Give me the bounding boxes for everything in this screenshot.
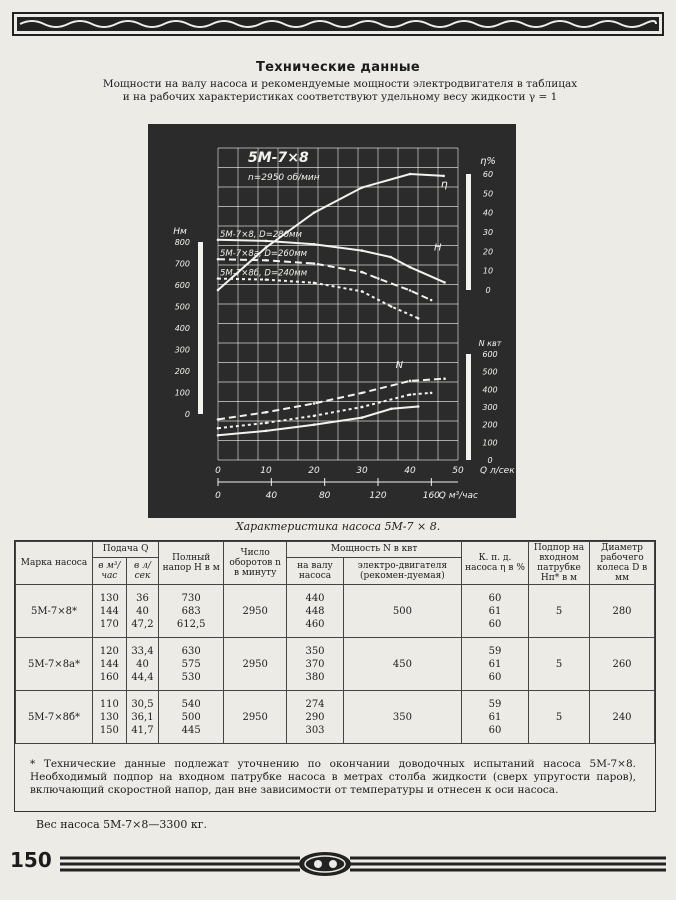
- efficiency-curve-label: η: [440, 177, 448, 191]
- cell-l-value: 40: [136, 658, 149, 670]
- x-axis-tick-label: 30: [356, 466, 368, 476]
- cell-npsh: 5: [529, 691, 590, 744]
- x2-axis-tick-label: 0: [215, 491, 221, 501]
- series-point: [265, 422, 268, 425]
- series-point: [430, 392, 433, 395]
- cell-l-value: 41,7: [131, 724, 154, 736]
- power-axis-tick-label: 0: [487, 456, 493, 465]
- page-number: 150: [10, 848, 52, 872]
- series-point: [409, 393, 412, 396]
- series-point: [265, 430, 268, 433]
- power-axis-tick-label: 600: [482, 350, 498, 359]
- x-axis-tick-label: 20: [308, 466, 320, 476]
- cell-m3-value: 130: [99, 711, 119, 723]
- col-flow-l: в л/сек: [126, 557, 158, 584]
- pump-weight-note: Вес насоса 5М-7⨯8—3300 кг.: [36, 818, 207, 831]
- series-point: [361, 406, 364, 409]
- power-axis-tick-label: 300: [482, 403, 498, 412]
- cell-m3-value: 160: [99, 671, 119, 683]
- efficiency-axis-tick-label: 10: [482, 266, 494, 276]
- series-point: [409, 289, 412, 292]
- head-axis-label: Нм: [173, 227, 187, 237]
- cell-m3-value: 110: [99, 698, 119, 710]
- head-axis-tick-label: 100: [174, 388, 190, 398]
- head-axis-tick-label: 600: [174, 281, 190, 290]
- head-axis-tick-label: 400: [174, 324, 190, 333]
- series-point: [217, 289, 220, 292]
- series-point: [217, 434, 220, 437]
- series-point: [217, 427, 220, 430]
- series-point: [217, 258, 220, 261]
- table-row: [16, 585, 655, 638]
- power-axis-scale: [466, 354, 471, 460]
- col-head: Полный напор H в м: [159, 542, 224, 585]
- efficiency-axis-tick-label: 60: [482, 170, 494, 179]
- cell-m3: [93, 638, 127, 691]
- cell-m3-value: 144: [99, 658, 119, 670]
- cell-head-value: 730: [181, 592, 201, 604]
- series-point: [265, 411, 268, 414]
- series-label: 5М-7×8а, D=260мм: [220, 249, 308, 260]
- cell-npsh: 5: [529, 585, 590, 638]
- x-axis-tick-label: 10: [260, 466, 272, 476]
- efficiency-axis-tick-label: 50: [482, 189, 494, 199]
- cell-eff-value: 60: [488, 618, 502, 630]
- series-label: 5М-7×8б, D=240мм: [220, 268, 308, 279]
- series-point: [265, 278, 268, 281]
- cell-m3: [93, 691, 127, 744]
- power-axis-tick-label: 100: [482, 438, 498, 448]
- subtitle-line-2: и на рабочих характеристиках соответствуют удельному весу жидкости γ = 1: [122, 91, 558, 103]
- cell-eff: [462, 691, 529, 744]
- head-axis-tick-label: 200: [174, 367, 190, 376]
- series-point: [313, 262, 316, 265]
- series-point: [430, 299, 433, 302]
- cell-l-value: 36: [136, 592, 149, 604]
- cell-eff-value: 60: [488, 724, 502, 736]
- efficiency-axis-scale: [466, 174, 471, 290]
- cell-l-value: 44,4: [131, 671, 154, 683]
- series-point: [390, 256, 393, 259]
- col-power-motor: электро-двигателя (рекомен-дуемая): [343, 557, 461, 584]
- page-title: Технические данные: [255, 60, 421, 75]
- x2-axis-tick-label: 120: [369, 491, 387, 501]
- cell-pump: 5М-7⨯8б*: [16, 691, 93, 744]
- col-npsh: Подпор на входном патрубке Hп* в м: [529, 542, 590, 585]
- power-axis-tick-label: 500: [482, 367, 498, 377]
- cell-l-value: 40: [136, 605, 149, 617]
- cell-eff: [462, 585, 529, 638]
- table-row: [16, 691, 655, 744]
- cell-eff-value: 61: [488, 658, 502, 670]
- series-point: [313, 243, 316, 246]
- pump-characteristic-chart: [148, 124, 516, 518]
- efficiency-axis-tick-label: 40: [482, 208, 494, 218]
- cell-speed: 2950: [224, 585, 287, 638]
- chart-photo-background: [148, 124, 516, 518]
- cell-shaft-value: 448: [305, 605, 325, 617]
- series-point: [313, 402, 316, 405]
- cell-diam: 280: [590, 585, 655, 638]
- cell-head-value: 630: [181, 645, 201, 657]
- series-point: [417, 317, 420, 320]
- cell-eff-value: 61: [488, 605, 502, 617]
- cell-pump: 5М-7⨯8*: [16, 585, 93, 638]
- series-point: [409, 380, 412, 383]
- series-point: [313, 423, 316, 426]
- cell-speed: 2950: [224, 638, 287, 691]
- x2-axis-tick-label: 40: [265, 491, 278, 501]
- series-point: [217, 239, 220, 242]
- cell-motor: 350: [343, 691, 461, 744]
- cell-l-value: 33,4: [131, 645, 154, 657]
- cell-eff-value: 60: [488, 592, 502, 604]
- col-diam: Диаметр рабочего колеса D в мм: [590, 542, 655, 585]
- cell-head-value: 575: [181, 658, 201, 670]
- efficiency-axis-label: η%: [480, 156, 496, 167]
- series-point: [409, 266, 412, 269]
- col-speed: Число оборотов n в минуту: [224, 542, 287, 585]
- cell-shaft-value: 303: [305, 724, 325, 736]
- cell-motor: 500: [343, 585, 461, 638]
- chart-subtitle: n=2950 об/мин: [248, 173, 320, 183]
- cell-shaft: [287, 691, 344, 744]
- bottom-ornament-border: [60, 850, 666, 880]
- table-row: [16, 638, 655, 691]
- power-curve-label: N: [395, 360, 404, 372]
- series-point: [377, 277, 380, 280]
- figure-caption: Характеристика насоса 5М-7 ⨯ 8.: [235, 520, 441, 533]
- head-axis-tick-label: 700: [174, 259, 190, 269]
- head-axis-tick-label: 0: [184, 410, 190, 419]
- series-point: [361, 249, 364, 252]
- power-axis-tick-label: 400: [482, 385, 498, 395]
- series-point: [443, 281, 446, 284]
- cell-speed: 2950: [224, 691, 287, 744]
- series-point: [417, 405, 420, 408]
- series-point: [443, 377, 446, 380]
- cell-shaft-value: 370: [305, 658, 325, 670]
- series-point: [217, 418, 220, 421]
- series-point: [390, 305, 393, 308]
- col-eff: К. п. д. насоса η в %: [462, 542, 529, 585]
- col-flow: Подача Q: [93, 542, 159, 558]
- series-point: [361, 392, 364, 395]
- cell-l-value: 30,5: [131, 698, 154, 710]
- efficiency-axis-tick-label: 0: [485, 286, 491, 295]
- cell-head: [159, 638, 224, 691]
- page-subtitle: [80, 78, 600, 104]
- efficiency-axis-tick-label: 30: [482, 228, 494, 237]
- series-point: [265, 240, 268, 243]
- cell-shaft-value: 350: [305, 645, 325, 657]
- series-point: [361, 416, 364, 419]
- power-axis-tick-label: 200: [482, 420, 498, 430]
- cell-head-value: 612,5: [176, 618, 206, 630]
- x2-axis-tick-label: 80: [318, 491, 331, 501]
- cell-pump: 5М-7⨯8а*: [16, 638, 93, 691]
- series-point: [313, 211, 316, 214]
- power-axis-label: N квт: [478, 339, 502, 348]
- top-ornament-border: [12, 10, 664, 38]
- series-point: [217, 277, 220, 280]
- x-axis-label: Q л/сек: [480, 466, 515, 476]
- series-point: [409, 173, 412, 176]
- cell-shaft-value: 274: [305, 698, 325, 710]
- cell-head: [159, 691, 224, 744]
- cell-eff-value: 59: [488, 698, 502, 710]
- head-axis-tick-label: 500: [174, 302, 190, 312]
- cell-m3-value: 144: [99, 605, 119, 617]
- cell-diam: 240: [590, 691, 655, 744]
- cell-npsh: 5: [529, 638, 590, 691]
- cell-m3: [93, 585, 127, 638]
- cell-diam: 260: [590, 638, 655, 691]
- head-axis-tick-label: 800: [174, 238, 190, 247]
- cell-shaft: [287, 585, 344, 638]
- series-point: [313, 282, 316, 285]
- pump-emblem-icon: [299, 852, 351, 876]
- x-axis-tick-label: 40: [404, 466, 416, 476]
- series-point: [361, 186, 364, 189]
- efficiency-axis-tick-label: 20: [482, 247, 494, 257]
- cell-l: [126, 638, 158, 691]
- cell-head-value: 683: [181, 605, 201, 617]
- series-point: [265, 246, 268, 249]
- cell-head-value: 540: [181, 698, 201, 710]
- head-axis-scale: [198, 242, 203, 414]
- series-point: [265, 259, 268, 262]
- cell-l-value: 36,1: [131, 711, 154, 723]
- cell-shaft: [287, 638, 344, 691]
- col-power-shaft: на валу насоса: [287, 557, 344, 584]
- cell-m3-value: 170: [99, 618, 119, 630]
- cell-motor: 450: [343, 638, 461, 691]
- cell-head-value: 530: [181, 671, 201, 683]
- footnote: * Технические данные подлежат уточнению по окончании доводочных испытаний насоса 5М-7⨯8. Необходимый подпор на входном патрубке насоса в метрах столба жидкости (сверх упругости паров), включающий скоростной напор, дан вне зависимости от температуры и отнесен к оси насоса.: [30, 758, 636, 796]
- col-power: Мощность N в квт: [287, 542, 462, 558]
- cell-eff-value: 61: [488, 711, 502, 723]
- series-point: [390, 407, 393, 410]
- cell-m3-value: 130: [99, 592, 119, 604]
- cell-eff-value: 60: [488, 671, 502, 683]
- cell-shaft-value: 380: [305, 671, 325, 683]
- series-point: [361, 290, 364, 293]
- series-point: [361, 271, 364, 274]
- cell-shaft-value: 460: [305, 618, 325, 630]
- head-axis-tick-label: 300: [174, 345, 190, 355]
- cell-shaft-value: 290: [305, 711, 325, 723]
- cell-eff: [462, 638, 529, 691]
- head-curve-label: H: [434, 242, 442, 254]
- x2-axis-tick-label: 160: [422, 491, 440, 501]
- cell-head-value: 445: [181, 724, 201, 736]
- col-flow-m3: в м³/час: [93, 557, 127, 584]
- cell-eff-value: 59: [488, 645, 502, 657]
- subtitle-line-1: Мощности на валу насоса и рекомендуемые мощности электродвигателя в таблицах: [102, 78, 578, 90]
- cell-m3-value: 120: [99, 645, 119, 657]
- col-pump: Марка насоса: [16, 542, 93, 585]
- cell-head-value: 500: [181, 711, 201, 723]
- x2-axis-label: Q м³/час: [438, 491, 478, 501]
- series-label: 5М-7×8, D=280мм: [220, 229, 302, 240]
- x-axis-tick-label: 0: [215, 466, 221, 476]
- cell-l: [126, 691, 158, 744]
- chart-title: 5М-7×8: [248, 150, 309, 166]
- cell-head: [159, 585, 224, 638]
- cell-l: [126, 585, 158, 638]
- x-axis-tick-label: 50: [452, 466, 464, 476]
- cell-m3-value: 150: [99, 724, 119, 736]
- cell-l-value: 47,2: [131, 618, 154, 630]
- cell-shaft-value: 440: [305, 592, 325, 604]
- series-point: [313, 415, 316, 418]
